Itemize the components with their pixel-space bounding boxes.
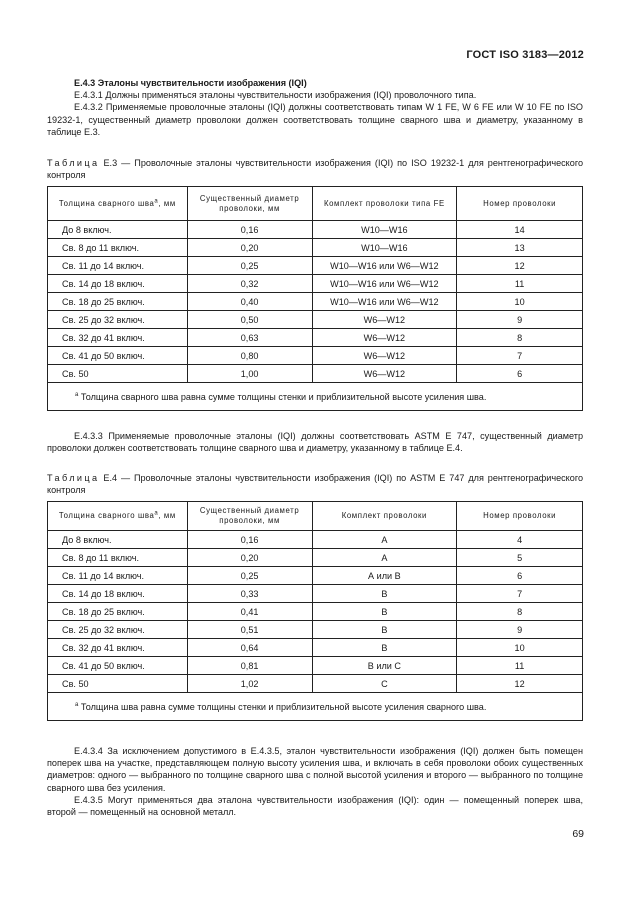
section-e43: [47, 77, 583, 138]
table-cell: 0,64: [187, 639, 312, 657]
table-cell: Св. 25 до 32 включ.: [48, 621, 188, 639]
table-header: Комплект проволоки типа FE: [312, 187, 457, 221]
table-cell: 0,25: [187, 567, 312, 585]
table-cell: 0,16: [187, 221, 312, 239]
paragraph-e432: Е.4.3.2 Применяемые проволочные эталоны (IQI) должны соответствовать типам W 1 FE, W 6 FE или W 10 FE по ISO 19232-1, существенный диаметр проволоки должен соответствовать толщине сварного шва и диаметру, указанному в таблице Е.3.: [47, 102, 583, 137]
table-note: $^а$ Толщина шва равна сумме толщины стенки и приблизительной высоте усиления сварного шва.: [48, 693, 583, 721]
table-cell: 9: [457, 621, 583, 639]
table-header: Толщина сварного шва$^а$, мм: [48, 187, 188, 221]
paragraph-e433: Е.4.3.3 Применяемые проволочные эталоны (IQI) должны соответствовать ASTM Е 747, существенный диаметр проволоки должен соответствовать толщине сварного шва и диаметру, указанному в таблице Е.4.: [47, 431, 583, 454]
table-cell: 6: [457, 567, 583, 585]
table-header: Номер проволоки: [457, 502, 583, 531]
table-cell: W10—W16 или W6—W12: [312, 293, 457, 311]
table-row: [48, 585, 583, 603]
table-row: [48, 365, 583, 383]
table-cell: W10—W16 или W6—W12: [312, 257, 457, 275]
table-cell: 10: [457, 639, 583, 657]
table-row: [48, 221, 583, 239]
table-cell: W6—W12: [312, 311, 457, 329]
table-cell: 10: [457, 293, 583, 311]
table-header: Существенный диаметр проволоки, мм: [187, 187, 312, 221]
table-cell: В или С: [312, 657, 457, 675]
table-row: [48, 657, 583, 675]
table-cell: 1,02: [187, 675, 312, 693]
table-cell: 0,32: [187, 275, 312, 293]
table-cell: 11: [457, 657, 583, 675]
table-cell: 8: [457, 603, 583, 621]
table-row: [48, 293, 583, 311]
table-cell: 0,81: [187, 657, 312, 675]
table-e3-caption: [47, 157, 583, 181]
table-cell: 0,20: [187, 239, 312, 257]
table-cell: Св. 11 до 14 включ.: [48, 257, 188, 275]
table-cell: Св. 14 до 18 включ.: [48, 275, 188, 293]
table-cell: 12: [457, 257, 583, 275]
table-cell: Св. 32 до 41 включ.: [48, 639, 188, 657]
table-cell: До 8 включ.: [48, 531, 188, 549]
table-cell: Св. 18 до 25 включ.: [48, 603, 188, 621]
table-cell: В: [312, 585, 457, 603]
table-cell: 1,00: [187, 365, 312, 383]
table-cell: Св. 50: [48, 675, 188, 693]
table-cell: 7: [457, 585, 583, 603]
table-cell: А: [312, 531, 457, 549]
table-cell: 8: [457, 329, 583, 347]
table-cell: 0,63: [187, 329, 312, 347]
table-e4: [47, 501, 583, 721]
caption-text: Е.4 — Проволочные эталоны чувствительности изображения (IQI) по ASTM Е 747 для рентгенографического контроля: [47, 473, 583, 496]
caption-word: Таблица: [47, 158, 100, 168]
table-cell: Св. 8 до 11 включ.: [48, 549, 188, 567]
table-cell: 6: [457, 365, 583, 383]
table-cell: 9: [457, 311, 583, 329]
table-cell: Св. 41 до 50 включ.: [48, 657, 188, 675]
table-cell: Св. 11 до 14 включ.: [48, 567, 188, 585]
table-cell: Св. 41 до 50 включ.: [48, 347, 188, 365]
table-row: [48, 311, 583, 329]
table-header: Существенный диаметр проволоки, мм: [187, 502, 312, 531]
table-header: Номер проволоки: [457, 187, 583, 221]
table-cell: 12: [457, 675, 583, 693]
table-cell: W6—W12: [312, 365, 457, 383]
table-cell: 0,51: [187, 621, 312, 639]
table-header: Толщина сварного шва$^а$, мм: [48, 502, 188, 531]
table-cell: В: [312, 621, 457, 639]
table-cell: 0,20: [187, 549, 312, 567]
table-cell: До 8 включ.: [48, 221, 188, 239]
table-row: [48, 567, 583, 585]
table-cell: 0,80: [187, 347, 312, 365]
table-cell: С: [312, 675, 457, 693]
table-row: [48, 239, 583, 257]
table-cell: А: [312, 549, 457, 567]
document-header: ГОСТ ISO 3183—2012: [466, 49, 584, 61]
table-cell: Св. 18 до 25 включ.: [48, 293, 188, 311]
table-e3: [47, 186, 583, 411]
table-cell: W6—W12: [312, 329, 457, 347]
paragraph-e434: Е.4.3.4 За исключением допустимого в Е.4.3.5, эталон чувствительности изображения (IQI) должен быть помещен поперек шва на участке, представляющем полную высоту усиления шва, и включать в себя проволоки обоих существенных диаметров: одного — выбранного по толщине сварного шва с полной высотой усиления и второго — выбранного по толщине сварного шва без усиления.: [47, 746, 583, 793]
table-row: [48, 603, 583, 621]
section-e434: [47, 745, 583, 818]
table-cell: Св. 50: [48, 365, 188, 383]
table-row: [48, 257, 583, 275]
caption-text: Е.3 — Проволочные эталоны чувствительности изображения (IQI) по ISO 19232-1 для рентгенографического контроля: [47, 158, 583, 181]
caption-word: Таблица: [47, 473, 100, 483]
table-e4-caption: [47, 472, 583, 496]
table-cell: 0,41: [187, 603, 312, 621]
table-cell: 11: [457, 275, 583, 293]
table-cell: 13: [457, 239, 583, 257]
table-header: Комплект проволоки: [312, 502, 457, 531]
table-row: [48, 675, 583, 693]
section-title: Е.4.3 Эталоны чувствительности изображения (IQI): [74, 78, 307, 88]
table-cell: 5: [457, 549, 583, 567]
table-cell: В: [312, 603, 457, 621]
table-cell: В: [312, 639, 457, 657]
table-note: $^а$ Толщина сварного шва равна сумме толщины стенки и приблизительной высоте усиления шва.: [48, 383, 583, 411]
table-cell: Св. 14 до 18 включ.: [48, 585, 188, 603]
table-cell: 0,33: [187, 585, 312, 603]
table-cell: Св. 8 до 11 включ.: [48, 239, 188, 257]
table-row: [48, 549, 583, 567]
table-row: [48, 347, 583, 365]
table-cell: А или В: [312, 567, 457, 585]
page-number: 69: [572, 828, 584, 840]
table-cell: W6—W12: [312, 347, 457, 365]
table-cell: W10—W16: [312, 239, 457, 257]
table-cell: 0,50: [187, 311, 312, 329]
table-cell: 14: [457, 221, 583, 239]
table-row: [48, 531, 583, 549]
table-cell: W10—W16: [312, 221, 457, 239]
table-cell: 0,25: [187, 257, 312, 275]
table-cell: Св. 32 до 41 включ.: [48, 329, 188, 347]
paragraph-e435: Е.4.3.5 Могут применяться два эталона чувствительности изображения (IQI): один — помещенный поперек шва, второй — помещенный на основной металл.: [47, 794, 583, 818]
table-cell: 0,40: [187, 293, 312, 311]
paragraph-e431: Е.4.3.1 Должны применяться эталоны чувствительности изображения (IQI) проволочного типа.: [74, 90, 477, 101]
table-cell: 0,16: [187, 531, 312, 549]
table-cell: 4: [457, 531, 583, 549]
table-row: [48, 329, 583, 347]
table-cell: 7: [457, 347, 583, 365]
table-row: [48, 621, 583, 639]
table-row: [48, 639, 583, 657]
table-cell: Св. 25 до 32 включ.: [48, 311, 188, 329]
section-e433: [47, 430, 583, 454]
table-cell: W10—W16 или W6—W12: [312, 275, 457, 293]
table-row: [48, 275, 583, 293]
